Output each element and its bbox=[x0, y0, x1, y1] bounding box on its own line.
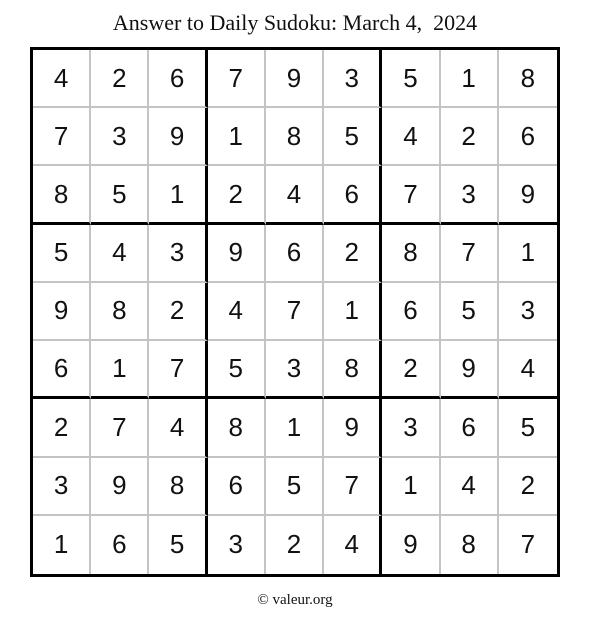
sudoku-cell-r5-c8: 5 bbox=[441, 283, 499, 341]
sudoku-cell-r1-c8: 1 bbox=[441, 50, 499, 108]
sudoku-cell-r5-c3: 2 bbox=[149, 283, 207, 341]
sudoku-cell-r7-c4: 8 bbox=[208, 399, 266, 457]
sudoku-cell-r2-c8: 2 bbox=[441, 108, 499, 166]
sudoku-cell-r9-c4: 3 bbox=[208, 516, 266, 574]
sudoku-cell-r5-c2: 8 bbox=[91, 283, 149, 341]
sudoku-cell-r2-c7: 4 bbox=[382, 108, 440, 166]
sudoku-cell-r8-c1: 3 bbox=[33, 458, 91, 516]
sudoku-cell-r1-c3: 6 bbox=[149, 50, 207, 108]
sudoku-cell-r2-c3: 9 bbox=[149, 108, 207, 166]
sudoku-cell-r8-c5: 5 bbox=[266, 458, 324, 516]
sudoku-cell-r4-c6: 2 bbox=[324, 225, 382, 283]
sudoku-cell-r2-c6: 5 bbox=[324, 108, 382, 166]
sudoku-cell-r6-c9: 4 bbox=[499, 341, 557, 399]
sudoku-cell-r7-c7: 3 bbox=[382, 399, 440, 457]
sudoku-cell-r1-c1: 4 bbox=[33, 50, 91, 108]
sudoku-cell-r6-c2: 1 bbox=[91, 341, 149, 399]
sudoku-cell-r9-c3: 5 bbox=[149, 516, 207, 574]
sudoku-cell-r6-c7: 2 bbox=[382, 341, 440, 399]
sudoku-cell-r7-c1: 2 bbox=[33, 399, 91, 457]
sudoku-cell-r4-c8: 7 bbox=[441, 225, 499, 283]
sudoku-cell-r7-c2: 7 bbox=[91, 399, 149, 457]
sudoku-cell-r8-c8: 4 bbox=[441, 458, 499, 516]
sudoku-cell-r6-c6: 8 bbox=[324, 341, 382, 399]
sudoku-cell-r3-c8: 3 bbox=[441, 166, 499, 224]
copyright-footer: © valeur.org bbox=[257, 592, 333, 608]
sudoku-cell-r3-c6: 6 bbox=[324, 166, 382, 224]
sudoku-cell-r2-c2: 3 bbox=[91, 108, 149, 166]
sudoku-cell-r4-c1: 5 bbox=[33, 225, 91, 283]
sudoku-cell-r2-c9: 6 bbox=[499, 108, 557, 166]
sudoku-cell-r1-c7: 5 bbox=[382, 50, 440, 108]
sudoku-cell-r9-c9: 7 bbox=[520, 529, 536, 560]
sudoku-cell-r9-c8: 8 bbox=[441, 516, 499, 574]
sudoku-cell-r5-c4: 4 bbox=[208, 283, 266, 341]
sudoku-cell-r4-c2: 4 bbox=[91, 225, 149, 283]
sudoku-cell-r7-c5: 1 bbox=[266, 399, 324, 457]
sudoku-cell-r8-c3: 8 bbox=[149, 458, 207, 516]
sudoku-cell-r3-c5: 4 bbox=[266, 166, 324, 224]
sudoku-cell-r4-c9: 1 bbox=[499, 225, 557, 283]
sudoku-cell-r3-c1: 8 bbox=[33, 166, 91, 224]
sudoku-cell-r5-c7: 6 bbox=[382, 283, 440, 341]
sudoku-cell-r1-c5: 9 bbox=[266, 50, 324, 108]
sudoku-cell-r9-c6: 4 bbox=[324, 516, 382, 574]
sudoku-cell-r3-c2: 5 bbox=[91, 166, 149, 224]
sudoku-board bbox=[30, 47, 560, 577]
sudoku-cell-r3-c7: 7 bbox=[382, 166, 440, 224]
sudoku-cell-r3-c9: 9 bbox=[499, 166, 557, 224]
sudoku-cell-r9-c1: 1 bbox=[33, 516, 91, 574]
sudoku-cell-r5-c1: 9 bbox=[33, 283, 91, 341]
sudoku-cell-r6-c1: 6 bbox=[33, 341, 91, 399]
sudoku-cell-r2-c1: 7 bbox=[33, 108, 91, 166]
sudoku-cell-r8-c2: 9 bbox=[91, 458, 149, 516]
page-title: Answer to Daily Sudoku: March 4, 2024 bbox=[112, 10, 478, 35]
sudoku-cell-r8-c7: 1 bbox=[382, 458, 440, 516]
sudoku-cell-r9-c5: 2 bbox=[266, 516, 324, 574]
sudoku-cell-r8-c9: 2 bbox=[499, 458, 557, 516]
sudoku-cell-r1-c6: 3 bbox=[324, 50, 382, 108]
sudoku-cell-r2-c4: 1 bbox=[208, 108, 266, 166]
sudoku-cell-r1-c9: 8 bbox=[499, 50, 557, 108]
sudoku-cell-r6-c5: 3 bbox=[266, 341, 324, 399]
sudoku-cell-r7-c6: 9 bbox=[324, 399, 382, 457]
sudoku-cell-r8-c4: 6 bbox=[208, 458, 266, 516]
sudoku-cell-r8-c6: 7 bbox=[324, 458, 382, 516]
sudoku-cell-r3-c4: 2 bbox=[208, 166, 266, 224]
sudoku-cell-r7-c8: 6 bbox=[441, 399, 499, 457]
sudoku-cell-r9-c2: 6 bbox=[91, 516, 149, 574]
sudoku-cell-r5-c6: 1 bbox=[324, 283, 382, 341]
sudoku-cell-r4-c7: 8 bbox=[382, 225, 440, 283]
sudoku-cell-r6-c3: 7 bbox=[149, 341, 207, 399]
sudoku-cell-r7-c9: 5 bbox=[499, 399, 557, 457]
sudoku-cell-r4-c4: 9 bbox=[208, 225, 266, 283]
sudoku-cell-r3-c3: 1 bbox=[149, 166, 207, 224]
sudoku-cell-r9-c7: 9 bbox=[382, 516, 440, 574]
sudoku-cell-r5-c5: 7 bbox=[266, 283, 324, 341]
sudoku-cell-r1-c2: 2 bbox=[91, 50, 149, 108]
sudoku-cell-r4-c5: 6 bbox=[266, 225, 324, 283]
sudoku-cell-r2-c5: 8 bbox=[266, 108, 324, 166]
sudoku-cell-r5-c9: 3 bbox=[499, 283, 557, 341]
sudoku-cell-r6-c8: 9 bbox=[441, 341, 499, 399]
sudoku-cell-r1-c4: 7 bbox=[208, 50, 266, 108]
sudoku-cell-r7-c3: 4 bbox=[149, 399, 207, 457]
sudoku-cell-r4-c3: 3 bbox=[149, 225, 207, 283]
sudoku-cell-r6-c4: 5 bbox=[208, 341, 266, 399]
